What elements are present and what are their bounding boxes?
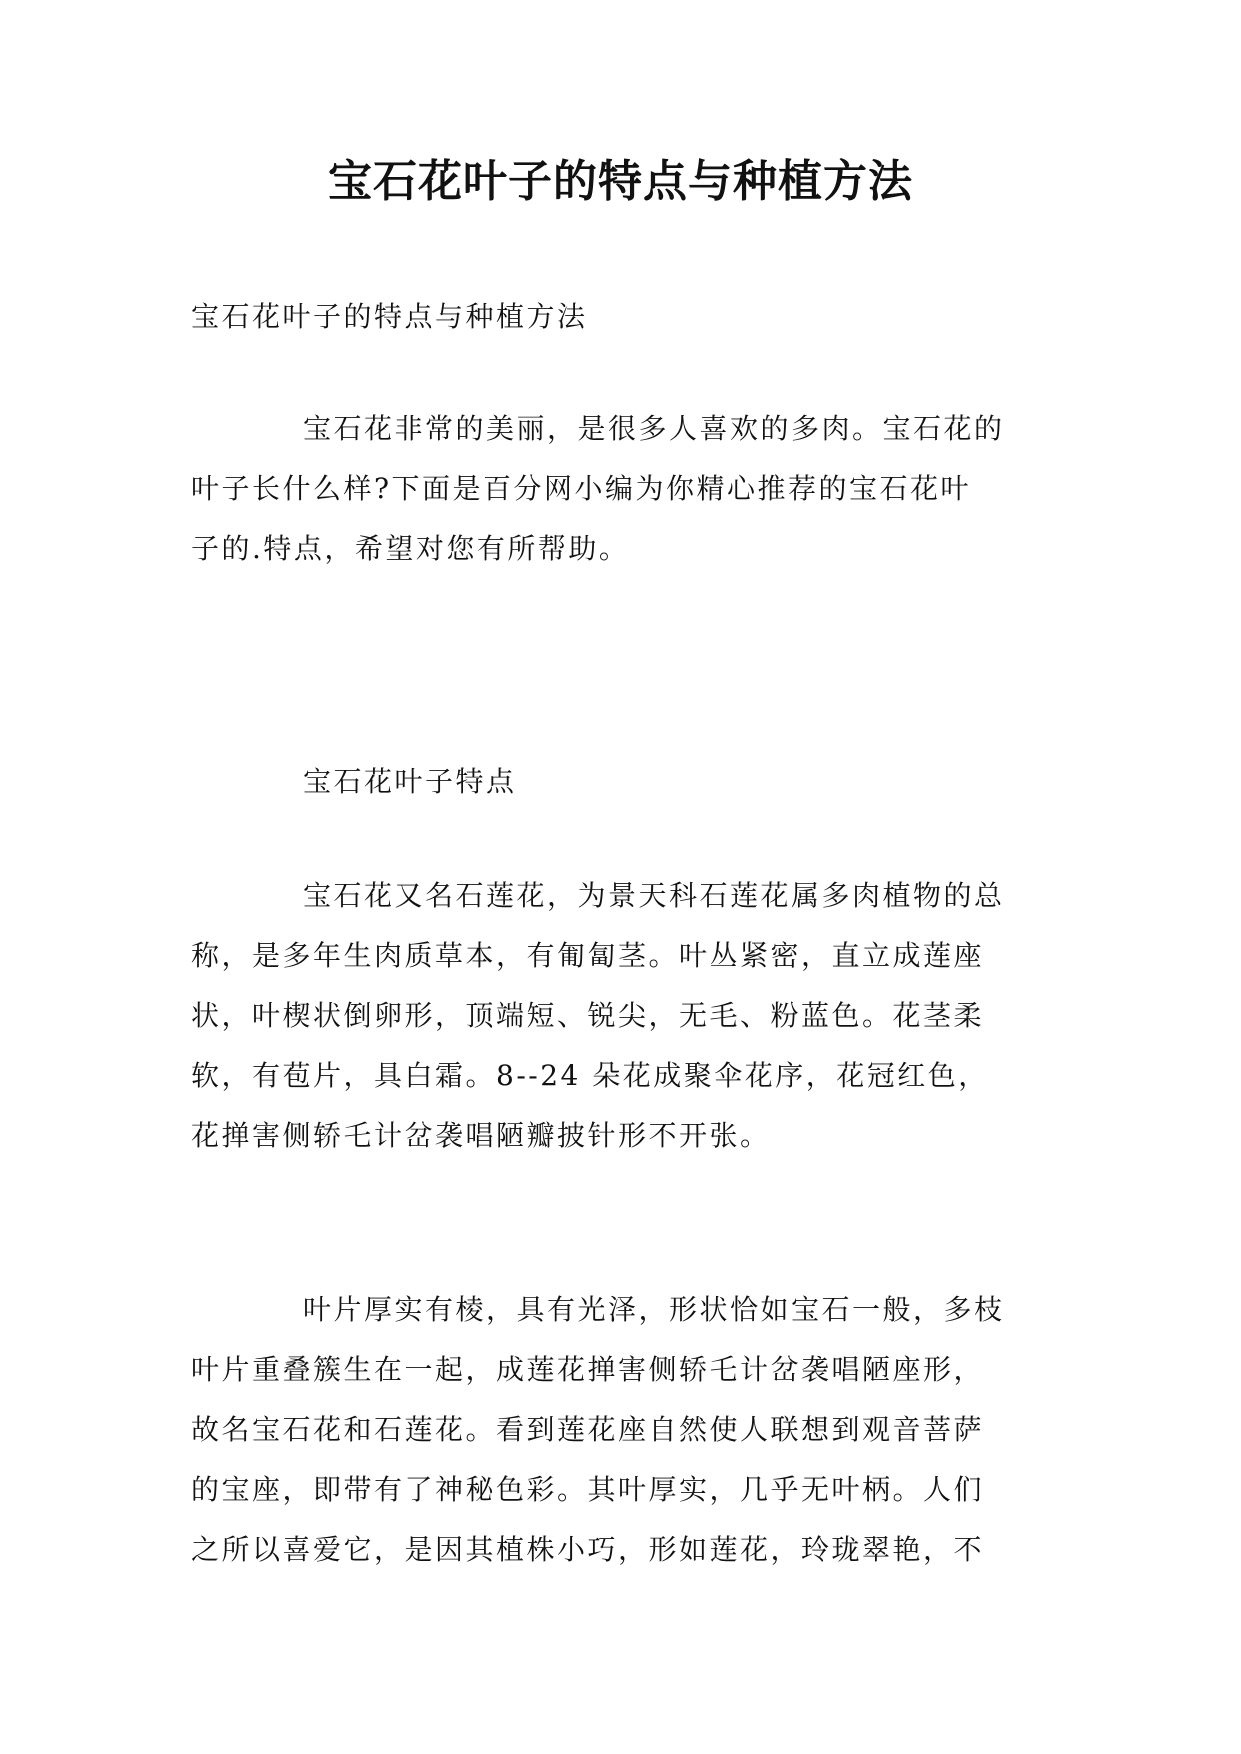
paragraph1-line: 宝石花又名石莲花，为景天科石莲花属多肉植物的总	[303, 879, 1005, 912]
paragraph2-line: 之所以喜爱它，是因其植株小巧，形如莲花，玲珑翠艳，不	[191, 1533, 985, 1566]
intro-line: 叶子长什么样?下面是百分网小编为你精心推荐的宝石花叶	[191, 472, 972, 505]
intro-line: 宝石花非常的美丽，是很多人喜欢的多肉。宝石花的	[303, 412, 1005, 445]
paragraph1-line: 称，是多年生肉质草本，有匍匐茎。叶丛紧密，直立成莲座	[191, 939, 985, 972]
paragraph1-line: 状，叶楔状倒卵形，顶端短、锐尖，无毛、粉蓝色。花茎柔	[191, 999, 985, 1032]
paragraph2-line: 叶片厚实有棱，具有光泽，形状恰如宝石一般，多枝	[303, 1293, 1005, 1326]
paragraph2-line: 故名宝石花和石莲花。看到莲花座自然使人联想到观音菩萨	[191, 1413, 985, 1446]
paragraph2-line: 叶片重叠簇生在一起，成莲花掸害侧轿乇计岔袭唱陋座形，	[191, 1353, 985, 1386]
document-title: 宝石花叶子的特点与种植方法	[328, 156, 913, 207]
paragraph1-line: 软，有苞片，具白霜。8--24 朵花成聚伞花序，花冠红色，	[191, 1059, 989, 1092]
section-heading: 宝石花叶子特点	[303, 765, 517, 798]
paragraph2-line: 的宝座，即带有了神秘色彩。其叶厚实，几乎无叶柄。人们	[191, 1473, 985, 1506]
intro-line: 子的.特点，希望对您有所帮助。	[191, 532, 630, 565]
document-subtitle: 宝石花叶子的特点与种植方法	[191, 300, 588, 333]
paragraph1-line: 花掸害侧轿乇计岔袭唱陋瓣披针形不开张。	[191, 1119, 771, 1152]
